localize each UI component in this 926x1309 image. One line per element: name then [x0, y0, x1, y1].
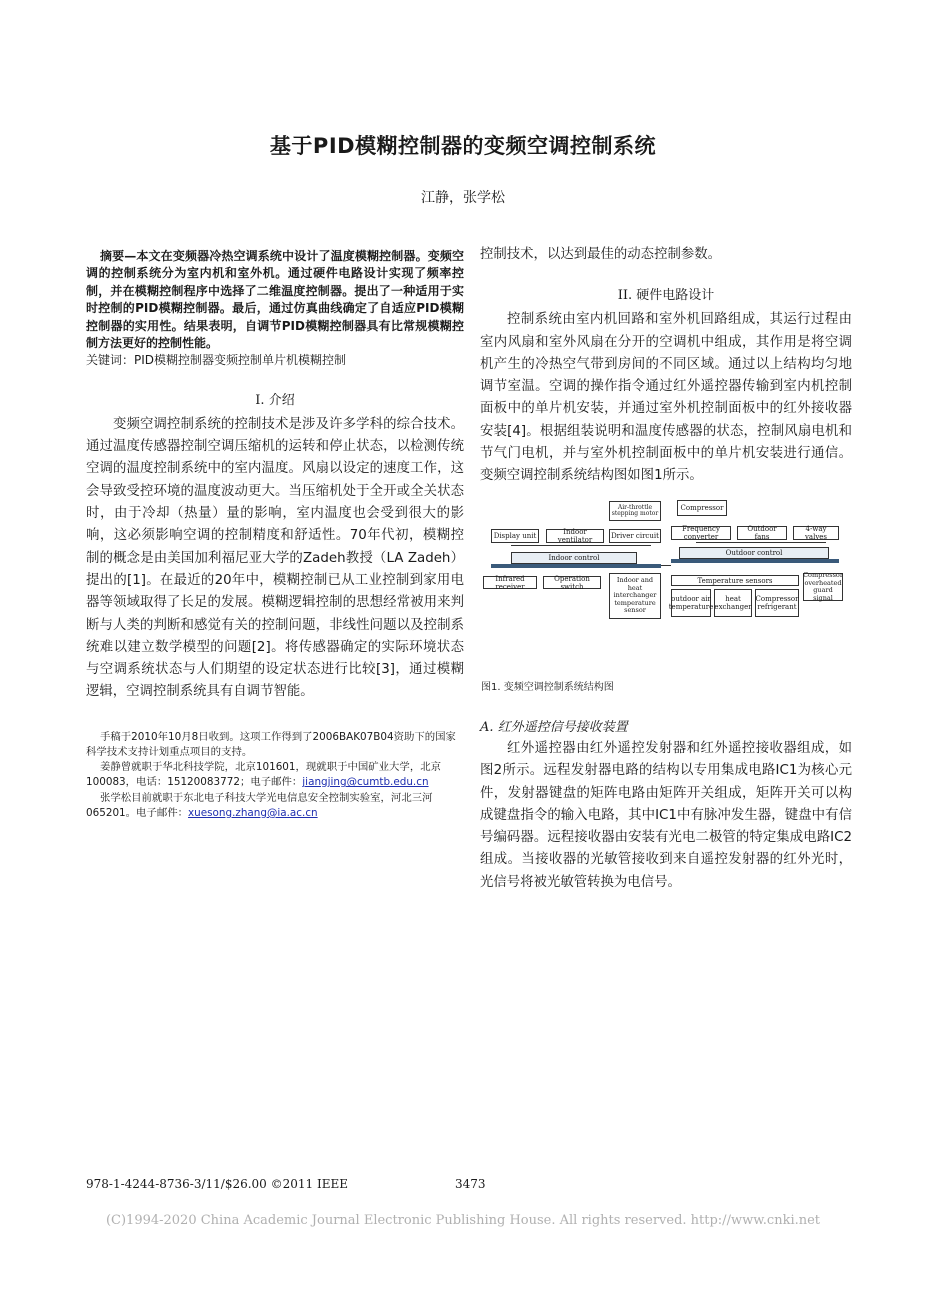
footnotes [86, 730, 464, 821]
section-heading-hardware: II. 硬件电路设计 [617, 288, 715, 304]
operation-switch-box: Operation switch [543, 576, 601, 589]
author1-email-link[interactable]: jiangjing@cumtb.edu.cn [302, 776, 429, 789]
paper-title: 基于PID模糊控制器的变频空调控制系统 [269, 134, 657, 158]
outdoor-air-temp-box: outdoor air temperature [671, 589, 711, 617]
compressor-box: Compressor [677, 500, 727, 516]
section-heading-intro: I. 介绍 [255, 392, 295, 408]
page-number: 3473 [455, 1177, 486, 1191]
figure-1-caption: 图1. 变频空调控制系统结构图 [481, 682, 614, 693]
footnote-author1: 姜静曾就职于华北科技学院，北京101601，现就职于中国矿业大学，北京100083，电话：15120083772；电子邮件：jiangjing@cumtb.edu.cn [86, 761, 441, 789]
indoor-ventilator-box: Indoor ventilator [546, 529, 604, 543]
indoor-sensor-box: Indoor and heat interchanger temperature sensor [609, 573, 661, 619]
abstract: 摘要—本文在变频器冷热空调系统中设计了温度模糊控制器。变频空调的控制系统分为室内机和室外机。通过硬件电路设计实现了频率控制，并在模糊控制程序中选择了二维温度控制器。提出了一种适用于实时控制的PID模糊控制器。最后，通过仿真曲线确定了自适应PID模糊控制器的实用性。结果表明，自调节PID模糊控制器具有比常规模糊控制方法更好的控制性能。 [86, 249, 464, 351]
heat-exchanger-box: heat exchanger [714, 589, 752, 617]
indoor-connector-line [511, 545, 651, 546]
driver-circuit-box: Driver circuit [609, 529, 661, 543]
intro-paragraph: 变频空调控制系统的控制技术是涉及许多学科的综合技术。通过温度传感器控制空调压缩机的运转和停止状态，以检测传统空调的温度控制系统中的室内温度。风扇以设定的速度工作，这会导致受控环境的温度波动更大。当压缩机处于全开或全关状态时，由于冷却（热量）量的影响，室内温度也会受到很大的影响，这必须影响空调的控制精度和舒适性。70年代初，模糊控制的概念是由美国加利福尼亚大学的Zadeh教授（LA Zadeh）提出的[1]。在最近的20年中，模糊控制已从工业控制到家用电器等领域取得了长足的发展。模糊逻辑控制的思想经常被用来判断与人类的判断和感觉有关的控制问题，非线性问题以及控制系统难以建立数学模型的问题[2]。将传感器确定的实际环境状态与空调系统状态与人们期望的设定状态进行比较[3]，通过模糊逻辑，空调控制系统具有自调节智能。 [86, 416, 464, 700]
frequency-converter-box: Frequency converter [671, 526, 731, 540]
compressor-overheat-box: Compressor overheated guard signal [803, 571, 843, 602]
author-list: 江静，张学松 [421, 190, 505, 206]
right-column [480, 244, 852, 488]
infrared-receiver-box: Infrared receiver [483, 576, 537, 589]
display-unit-box: Display unit [491, 529, 539, 543]
cnki-watermark: (C)1994-2020 China Academic Journal Electronic Publishing House. All rights reserved. http://www.cnki.net [105, 1213, 821, 1228]
four-way-valves-box: 4-way valves [793, 526, 839, 540]
left-column [86, 248, 464, 821]
outdoor-control-box: Outdoor control [679, 547, 829, 559]
isbn-line: 978-1-4244-8736-3/11/$26.00 ©2011 IEEE [86, 1177, 349, 1191]
outdoor-connector-line [696, 542, 826, 543]
subsection-a [480, 716, 852, 894]
subsection-a-paragraph: 红外遥控器由红外遥控发射器和红外遥控接收器组成，如图2所示。远程发射器电路的结构以专用集成电路IC1为核心元件，发射器键盘的矩阵电路由矩阵开关组成，矩阵开关可以构成键盘指令的输入电路，其中IC1中有脉冲发生器，键盘中有信号编码器。远程接收器由安装有光电二极管的特定集成电路IC2组成。当接收器的光敏管接收到来自遥控发射器的红外光时，光信号将被光敏管转换为电信号。 [480, 741, 852, 890]
author2-email-link[interactable]: xuesong.zhang@ia.ac.cn [188, 806, 318, 819]
outdoor-bus-bar [671, 559, 839, 563]
air-damper-box: Air-throttle stepping motor [609, 501, 661, 521]
keywords: 关键词：PID模糊控制器变频控制单片机模糊控制 [86, 353, 347, 368]
hardware-paragraph: 控制系统由室内机回路和室外机回路组成，其运行过程由室内风扇和室外风扇在分开的空调机中组成，其作用是将空调机产生的冷热空气带到房间的不同区域。通过以上结构均匀地调节室温。空调的操作指令通过红外遥控器传输到室内机控制面板中的单片机安装，并通过室外机控制面板中的红外接收器安装[4]。根据组装说明和温度传感器的状态，控制风扇电机和节气门电机，并与室外机控制面板中的单片机安装进行通信。变频空调控制系统结构图如图1所示。 [480, 312, 852, 484]
footnote-author2: 张学松目前就职于东北电子科技大学光电信息安全控制实验室，河北三河065201。电子邮件：xuesong.zhang@ia.ac.cn [86, 791, 433, 819]
figure-1-diagram [481, 499, 845, 621]
footnote-received: 手稿于2010年10月8日收到。这项工作得到了2006BAK07B04资助下的国家科学技术支持计划重点项目的支持。 [86, 730, 456, 758]
controls-link-line [661, 565, 671, 566]
temperature-sensors-box: Temperature sensors [671, 575, 799, 586]
subsection-a-heading: A. 红外遥控信号接收装置 [480, 720, 628, 735]
compressor-refrigerant-box: Compressor refrigerant [755, 589, 799, 617]
indoor-bus-bar [491, 564, 661, 568]
indoor-control-box: Indoor control [511, 552, 637, 564]
outdoor-fans-box: Outdoor fans [737, 526, 787, 540]
continuation-text: 控制技术，以达到最佳的动态控制参数。 [480, 247, 722, 262]
